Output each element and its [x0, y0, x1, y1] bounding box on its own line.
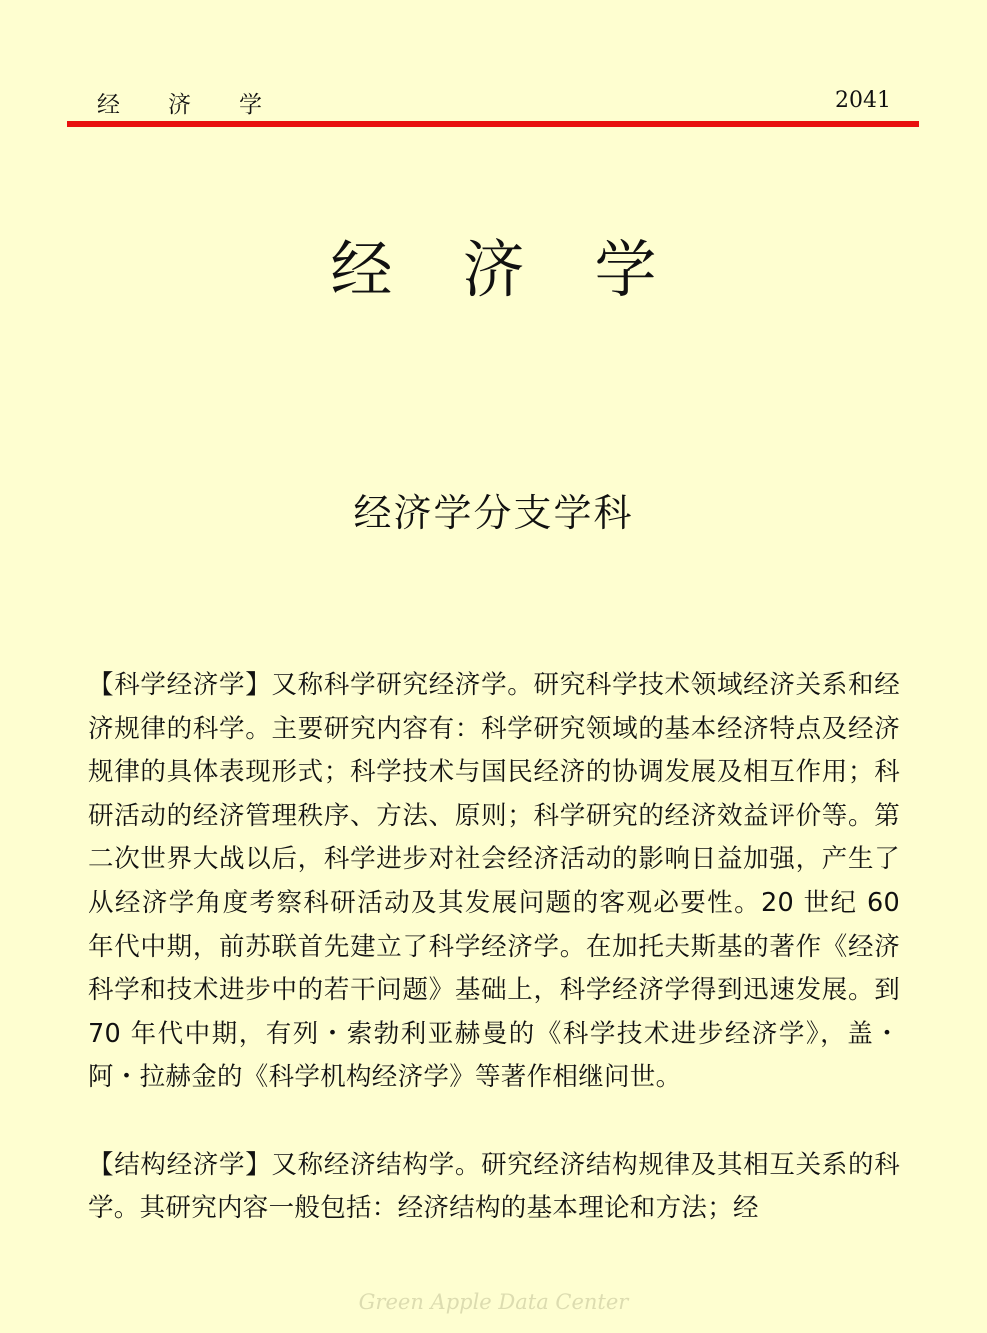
running-header-title: 经济学: [97, 92, 310, 118]
entry-text: 又称经济结构学。研究经济结构规律及其相互关系的科学。其研究内容一般包括：经济结构的基本理论和方法；经: [88, 1149, 900, 1224]
entry-structural-economics: [88, 1144, 900, 1231]
entry-science-economics: [88, 664, 900, 1100]
body-text: [88, 664, 900, 1231]
entry-text: 又称科学研究经济学。研究科学技术领域经济关系和经济规律的科学。主要研究内容有：科学研究领域的基本经济特点及经济规律的具体表现形式；科学技术与国民经济的协调发展及相互作用；科研活动的经济管理秩序、方法、原则；科学研究的经济效益评价等。第二次世界大战以后，科学进步对社会经济活动的影响日益加强，产生了从经济学角度考察科研活动及其发展问题的客观必要性。20 世纪 60 年代中期，前苏联首先建立了科学经济学。在加托夫斯基的著作《经济科学和技术进步中的若干问题》基础上，科学经济学得到迅速发展。到 70 年代中期，有列・索勃利亚赫曼的《科学技术进步经济学》，盖・阿・拉赫金的《科学机构经济学》等著作相继问世。: [88, 670, 900, 1093]
section-heading: 经济学分支学科: [353, 491, 634, 535]
page-title: 经济学: [330, 233, 727, 306]
header-rule: [67, 121, 919, 127]
page-number: 2041: [835, 88, 891, 113]
entry-term: 【科学经济学】: [88, 670, 272, 700]
running-header: [67, 84, 919, 124]
watermark: Green Apple Data Center: [358, 1290, 629, 1314]
entry-term: 【结构经济学】: [88, 1149, 272, 1180]
